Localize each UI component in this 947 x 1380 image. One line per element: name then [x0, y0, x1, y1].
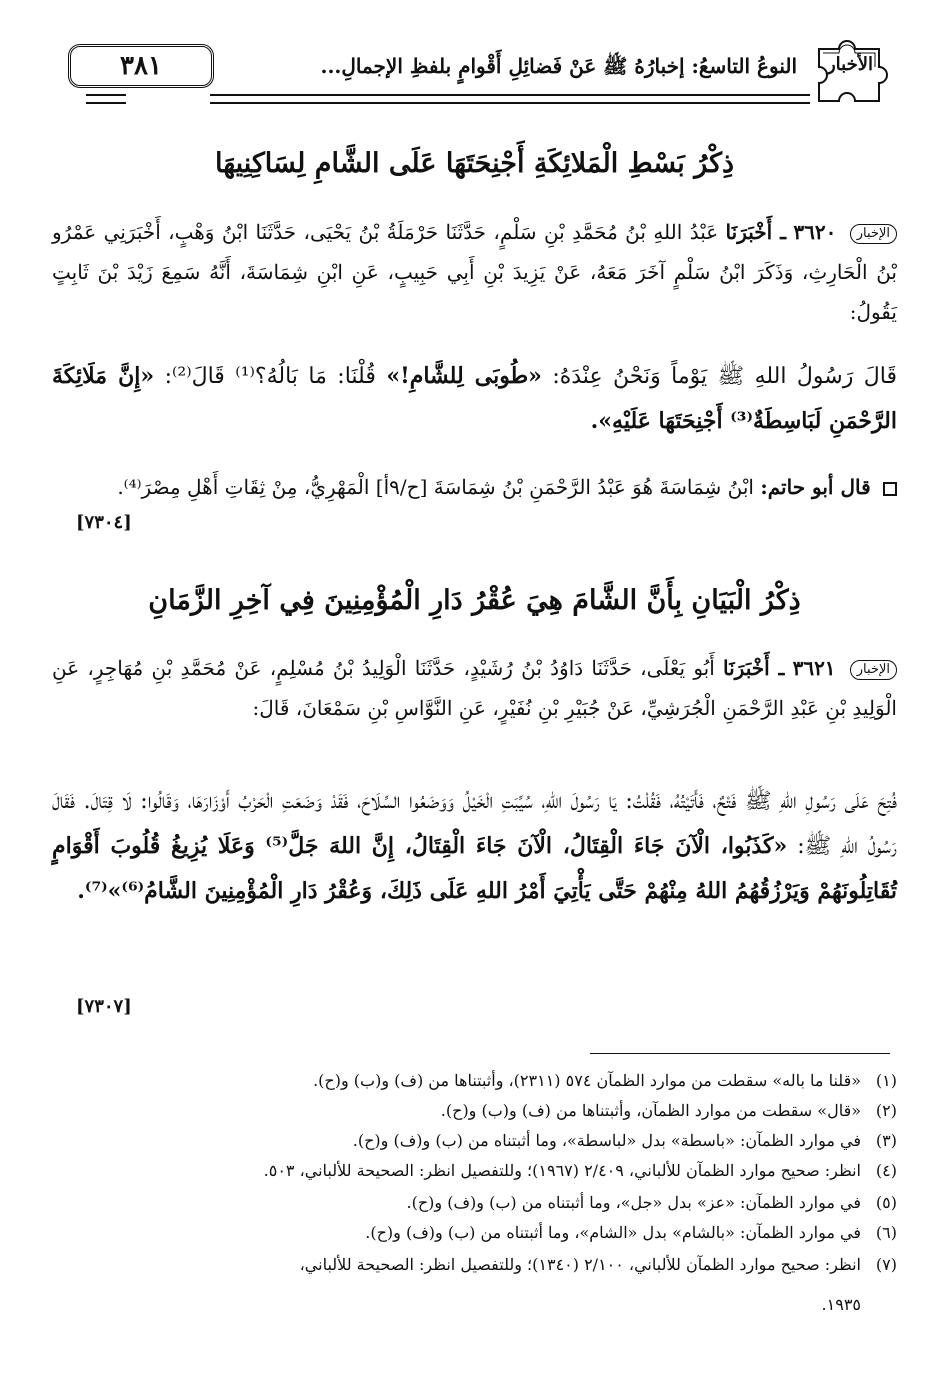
footnote-text: في موارد الظمآن: «باسطة» بدل «لباسطة»، وما أثبتناه من (ب) و(ف) و(ح). [352, 1131, 861, 1150]
matn-quote-2: «إِنَّ مَلَائِكَةَ الرَّحْمَنِ لَبَاسِطَةٌ⁽³⁾ أَجْنِحَتَهَا عَلَيْهِ». [52, 363, 897, 434]
footnote-text: في موارد الظمآن: «عز» بدل «جل»، وما أثبتناه من (ب) و(ف) و(ح). [406, 1193, 861, 1212]
footnote-text: انظر: صحيح موارد الظمآن للألباني، ٢/١٠٠ (١٣٤٠)؛ وللتفصيل انظر: الصحيحة للألباني، [299, 1255, 861, 1274]
footnote-number: (٦) [875, 1223, 897, 1242]
footnote-text: «قال» سقطت من موارد الظمآن، وأثبتناها من (ف) و(ب) و(ح). [440, 1101, 861, 1120]
footnote-text: ١٩٣٥. [821, 1295, 861, 1314]
footnote [16, 1290, 861, 1319]
hadith-3620-isnad: الإخبار ٣٦٢٠ ـ أَخْبَرَنَا عَبْدُ اللهِ بْنُ مُحَمَّدِ بْنِ سَلْمٍ، حَدَّثَنَا حَرْمَلَةُ بْنُ يَحْيَى، حَدَّثَنَا ابْنُ وَهْبٍ، أَخْبَرَنِي عَمْرُو بْنُ الْحَارِثِ، وَذَكَرَ ابْنُ سَلْمٍ آخَرَ مَعَهُ، عَنْ يَزِيدَ بْنِ أَبِي حَبِيبٍ، عَنِ ابْنِ شِمَاسَةَ، أَنَّهُ سَمِعَ زَيْدَ بْنَ ثَابِتٍ يَقُولُ: [52, 220, 897, 324]
isnad-label: أَخْبَرَنَا [723, 656, 770, 680]
footnote-text: انظر: صحيح موارد الظمآن للألباني، ٢/٤٠٩ (١٩٦٧)؛ وللتفصيل انظر: الصحيحة للألباني، ٥٠٣. [263, 1161, 861, 1180]
footnote [52, 1066, 897, 1095]
hadith-badge: الإخبار [850, 660, 897, 680]
matn-intro: قَالَ رَسُولُ اللهِ ﷺ يَوْماً وَنَحْنُ عِنْدَهُ: [552, 364, 897, 389]
footnote-text: «قلنا ما باله» سقطت من موارد الظمآن ٥٧٤ (٢٣١١)، وأثبتناها من (ف) و(ب) و(ح). [313, 1071, 861, 1090]
abu-hatim-comment [92, 468, 897, 506]
hadith-3620-matn [52, 354, 897, 444]
footnote [52, 1096, 897, 1125]
isnad-text: عَبْدُ اللهِ بْنُ مُحَمَّدِ بْنِ سَلْمٍ، حَدَّثَنَا حَرْمَلَةُ بْنُ يَحْيَى، حَدَّثَنَا ابْنُ وَهْبٍ، أَخْبَرَنِي عَمْرُو بْنُ الْحَارِثِ، وَذَكَرَ ابْنُ سَلْمٍ آخَرَ مَعَهُ، عَنْ يَزِيدَ بْنِ أَبِي حَبِيبٍ، عَنِ ابْنِ شِمَاسَةَ، أَنَّهُ سَمِعَ زَيْدَ بْنَ ثَابِتٍ يَقُولُ: [52, 220, 897, 324]
matn-mid: قُلْنَا: مَا بَالُهُ؟⁽¹⁾ قَالَ⁽²⁾: [164, 364, 376, 389]
footnote [52, 1156, 897, 1185]
running-title: النوعُ التاسعُ: إخبارُهُ ﷺ عَنْ فَضائِلِ أَقْوامٍ بلفظِ الإجمالِ... [320, 54, 797, 78]
footnote-number: (٧) [875, 1255, 897, 1274]
footnote [52, 1126, 897, 1155]
hadith-3621-matn [52, 780, 897, 914]
square-marker-icon [883, 482, 897, 496]
matn-quote-1: «طُوبَى لِلشَّامِ!» [386, 363, 542, 389]
section-badge: الأخبار [826, 54, 873, 75]
section-heading-1: ذِكْرُ بَسْطِ الْمَلائِكَةِ أَجْنِحَتَهَا عَلَى الشَّامِ لِسَاكِنِيهَا [214, 148, 734, 179]
hadith-badge: الإخبار [850, 224, 897, 244]
footnote-number: (٣) [875, 1131, 897, 1150]
page-number: ٣٨١ [68, 44, 214, 88]
reference-number-1: [٧٣٠٤] [76, 512, 132, 533]
section-heading-2: ذِكْرُ الْبَيَانِ بِأَنَّ الشَّامَ هِيَ عُقْرُ دَارِ الْمُؤْمِنِينَ فِي آخِرِ الزَّمَانِ [148, 585, 801, 616]
hadith-number: ٣٦٢١ [792, 656, 836, 680]
hadith-3621-isnad: الإخبار ٣٦٢١ ـ أَخْبَرَنَا أَبُو يَعْلَى، حَدَّثَنَا دَاوُدُ بْنُ رُشَيْدٍ، حَدَّثَنَا الْوَلِيدُ بْنُ مُسْلِمٍ، عَنْ مُحَمَّدِ بْنِ مُهَاجِرٍ، عَنِ الْوَلِيدِ بْنِ عَبْدِ الرَّحْمَنِ الْجُرَشِيِّ، عَنْ جُبَيْرِ بْنِ نُفَيْرٍ، عَنِ النَّوَّاسِ بْنِ سَمْعَانَ، قَالَ: [52, 656, 897, 720]
header-divider [210, 94, 810, 104]
footnote [52, 1250, 897, 1279]
footnote-separator [590, 1053, 890, 1054]
header-divider-left [86, 94, 126, 104]
matn-intro: فُتِحَ عَلَى رَسُولِ اللهِ ﷺ فَتْحٌ، فَأَتَيْتُهُ، فَقُلْتُ: يَا رَسُولَ اللهِ، سُيِّبَتِ الْخَيْلُ وَوَضَعُوا السِّلَاحَ، فَقَدْ وَضَعَتِ الْحَرْبُ أَوْزَارَهَا، وَقَالُوا: لَا قِتَالَ. فَقَالَ رَسُولُ اللهِ ﷺ: [52, 789, 898, 859]
footnote-number: (١) [875, 1071, 897, 1090]
footnote [52, 1218, 897, 1247]
hadith-number: ٣٦٢٠ [793, 220, 837, 244]
matn-quote: «كَذَبُوا، الْآنَ جَاءَ الْقِتَالُ، الْآنَ جَاءَ الْقِتَالُ، إِنَّ اللهَ جَلَّ⁽⁵⁾ وَعَلَا يُزِيغُ قُلُوبَ أَقْوَامٍ تُقَاتِلُونَهُمْ وَيَرْزُقُهُمُ اللهُ مِنْهُمْ حَتَّى يَأْتِيَ أَمْرُ اللهِ عَلَى ذَلِكَ، وَعُقْرُ دَارِ الْمُؤْمِنِينَ الشَّامُ⁽⁶⁾»⁽⁷⁾. [52, 833, 897, 904]
comment-label: قال أبو حاتم: [760, 475, 871, 499]
comment-text: ابْنُ شِمَاسَةَ هُوَ عَبْدُ الرَّحْمَنِ بْنُ شِمَاسَةَ [ح/٩أ] الْمَهْرِيُّ، مِنْ ثِقَاتِ أَهْلِ مِصْرَ⁽⁴⁾. [117, 475, 754, 499]
footnote-number: (٥) [875, 1193, 897, 1212]
reference-number-2: [٧٣٠٧] [76, 996, 132, 1017]
footnote-number: (٢) [875, 1101, 897, 1120]
footnote-number: (٤) [875, 1161, 897, 1180]
footnote [52, 1188, 897, 1217]
isnad-label: أَخْبَرَنَا [725, 220, 773, 244]
footnote-text: في موارد الظمآن: «بالشام» بدل «الشام»، وما أثبتناه من (ب) و(ف) و(ح). [365, 1223, 861, 1242]
isnad-text: أَبُو يَعْلَى، حَدَّثَنَا دَاوُدُ بْنُ رُشَيْدٍ، حَدَّثَنَا الْوَلِيدُ بْنُ مُسْلِمٍ، عَنْ مُحَمَّدِ بْنِ مُهَاجِرٍ، عَنِ الْوَلِيدِ بْنِ عَبْدِ الرَّحْمَنِ الْجُرَشِيِّ، عَنْ جُبَيْرِ بْنِ نُفَيْرٍ، عَنِ النَّوَّاسِ بْنِ سَمْعَانَ، قَالَ: [52, 656, 897, 720]
